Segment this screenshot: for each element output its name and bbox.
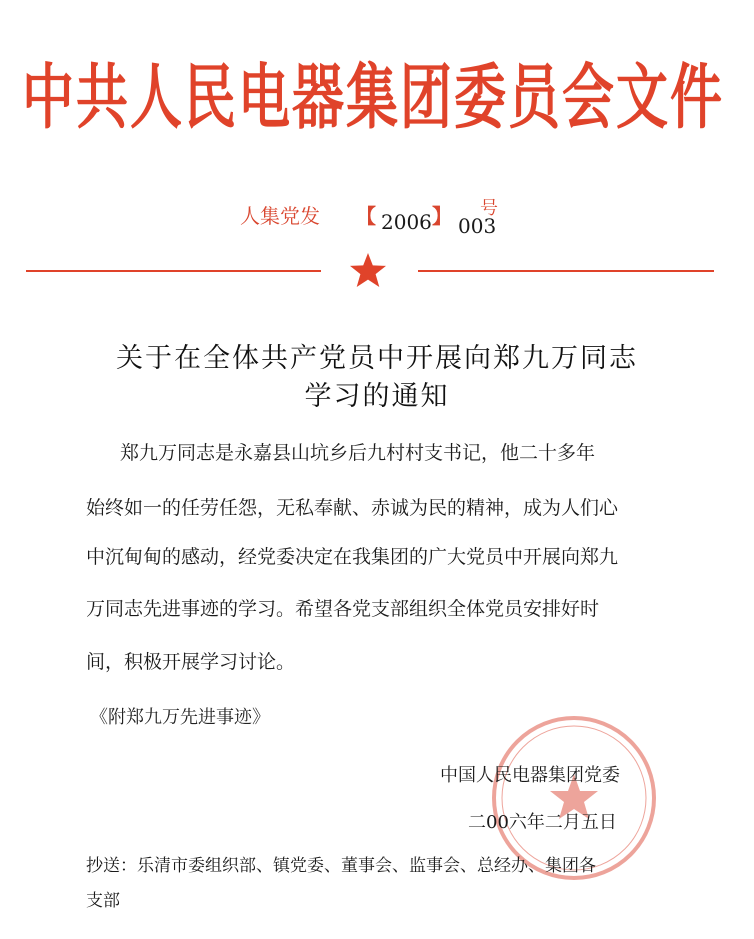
attachment-note: 《附郑九万先进事迹》 (90, 707, 270, 728)
doc-number-bracket-open: 【 (356, 204, 376, 228)
cc-recipients-line-2: 支部 (86, 891, 120, 911)
body-line-1: 郑九万同志是永嘉县山坑乡后九村村支书记，他二十多年 (120, 442, 596, 464)
signature-organization: 中国人民电器集团党委 (440, 765, 620, 786)
red-star-icon (347, 250, 389, 292)
body-line-4: 万同志先进事迹的学习。希望各党支部组织全体党员安排好时 (86, 598, 600, 620)
doc-number-bracket-close: 】 (432, 204, 452, 228)
body-line-3: 中沉甸甸的感动，经党委决定在我集团的广大党员中开展向郑九 (86, 546, 619, 568)
doc-number-suffix: 号 (480, 198, 498, 219)
notice-title-line-2: 学习的通知 (304, 381, 450, 412)
signature-date: 二00六年二月五日 (468, 812, 617, 833)
red-divider-left (26, 270, 321, 272)
doc-number-prefix: 人集党发 (240, 204, 320, 228)
body-line-2: 始终如一的任劳任怨，无私奉献、赤诚为民的精神，成为人们心 (86, 497, 619, 519)
doc-number-year: 2006 (381, 210, 432, 234)
notice-title-line-1: 关于在全体共产党员中开展向郑九万同志 (116, 343, 638, 374)
body-line-5: 间，积极开展学习讨论。 (86, 651, 296, 673)
doc-number-value: 003 (458, 214, 497, 238)
cc-recipients-line-1: 抄送：乐清市委组织部、镇党委、董事会、监事会、总经办、集团各 (86, 856, 596, 876)
masthead-title: 中共人民电器集团委员会文件 (22, 56, 725, 139)
red-divider-right (418, 270, 714, 272)
